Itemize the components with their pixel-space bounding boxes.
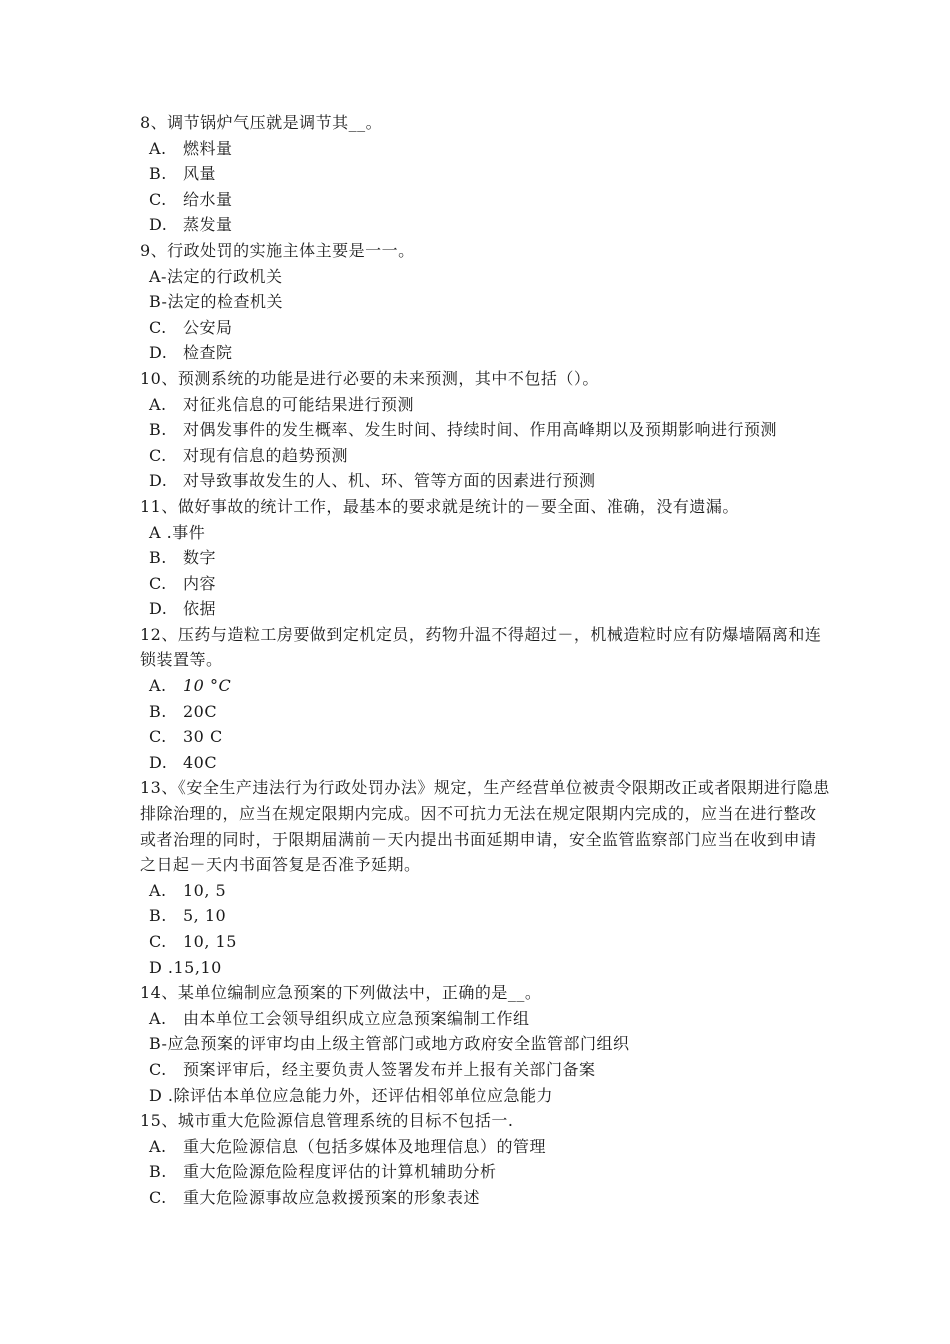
option-text: 重大危险源危险程度评估的计算机辅助分析 [183, 1162, 497, 1182]
option-letter: A- [149, 266, 167, 286]
question-15 [140, 1108, 830, 1210]
option-d [140, 955, 830, 981]
option-text: 检查院 [183, 343, 233, 363]
option-letter: D . [149, 1085, 174, 1105]
option-a [140, 673, 830, 699]
question-13 [140, 775, 830, 980]
option-letter: A. [149, 394, 167, 414]
option-letter: D. [149, 752, 168, 772]
option-letter: B. [149, 164, 167, 184]
option-b [140, 289, 830, 315]
option-letter: C. [149, 1187, 167, 1207]
question-text: 12、压药与造粒工房要做到定机定员，药物升温不得超过－，机械造粒时应有防爆墙隔离和连锁装置等。 [140, 624, 822, 670]
question-8 [140, 110, 830, 238]
option-text: 由本单位工会领导组织成立应急预案编制工作组 [183, 1008, 530, 1028]
option-text: 10 °C [183, 676, 232, 696]
option-text: 5, 10 [183, 906, 227, 926]
option-d [140, 750, 830, 776]
option-letter: B. [149, 701, 167, 721]
option-text: 40C [183, 752, 218, 772]
option-c [140, 1057, 830, 1083]
document-page [140, 110, 830, 1211]
option-letter: B. [149, 906, 167, 926]
option-letter: A. [149, 880, 167, 900]
option-text: 风量 [183, 164, 217, 184]
option-text: 对征兆信息的可能结果进行预测 [183, 394, 415, 414]
question-text: 9、行政处罚的实施主体主要是一一。 [140, 240, 415, 260]
question-10 [140, 366, 830, 494]
option-text: 依据 [183, 599, 217, 619]
option-letter: B. [149, 548, 167, 568]
option-b [140, 545, 830, 571]
option-letter: C. [149, 1059, 167, 1079]
option-letter: B- [149, 1034, 168, 1054]
option-text: 给水量 [183, 189, 233, 209]
option-a [140, 264, 830, 290]
option-letter: B. [149, 420, 167, 440]
option-a [140, 878, 830, 904]
option-letter: B. [149, 1162, 167, 1182]
option-letter: C. [149, 573, 167, 593]
option-text: 数字 [183, 548, 217, 568]
option-text: 燃料量 [183, 138, 233, 158]
option-letter: D. [149, 599, 168, 619]
option-letter: C. [149, 932, 167, 951]
option-b [140, 417, 830, 443]
option-text: 30 C [183, 727, 223, 747]
option-b [140, 699, 830, 725]
option-a [140, 136, 830, 162]
question-11 [140, 494, 830, 622]
option-letter: A. [149, 1136, 167, 1156]
option-d [140, 596, 830, 622]
option-text: 20C [183, 701, 218, 721]
option-d [140, 212, 830, 238]
option-c [140, 187, 830, 213]
option-text: 15,10 [173, 957, 222, 977]
option-c [140, 571, 830, 597]
option-text: 应急预案的评审均由上级主管部门或地方政府安全监管部门组织 [167, 1034, 630, 1054]
option-text: 10, 5 [183, 880, 227, 900]
option-text: 蒸发量 [183, 215, 233, 235]
option-a [140, 520, 830, 546]
option-b [140, 1159, 830, 1185]
option-letter: A . [149, 522, 173, 542]
option-d [140, 1083, 830, 1109]
option-b [140, 161, 830, 187]
option-letter: D . [149, 957, 174, 977]
question-text: 13、《安全生产违法行为行政处罚办法》规定，生产经营单位被责令限期改正或者限期进行隐患排除治理的，应当在规定限期内完成。因不可抗力无法在规定限期内完成的，应当在进行整改或者治理的同时，于限期届满前－天内提出书面延期申请，安全监管监察部门应当在收到申请之日起－天内书面答复是否准予延期。 [140, 778, 830, 875]
option-letter: A. [149, 138, 167, 158]
option-text: 内容 [183, 573, 217, 593]
option-text: 对偶发事件的发生概率、发生时间、持续时间、作用高峰期以及预期影响进行预测 [183, 420, 778, 440]
option-b [140, 1031, 830, 1057]
option-text: 事件 [172, 522, 206, 542]
option-letter: C. [149, 727, 167, 747]
option-d [140, 468, 830, 494]
option-letter: A. [149, 676, 167, 696]
option-text: 对导致事故发生的人、机、环、管等方面的因素进行预测 [183, 471, 596, 491]
option-letter: D. [149, 471, 168, 491]
option-letter: B- [149, 292, 168, 312]
option-letter: C. [149, 317, 167, 337]
option-letter: A. [149, 1008, 167, 1028]
option-a [140, 1006, 830, 1032]
option-c [140, 724, 830, 750]
question-text: 11、做好事故的统计工作，最基本的要求就是统计的－要全面、准确，没有遗漏。 [140, 496, 739, 516]
option-a [140, 392, 830, 418]
option-text: 除评估本单位应急能力外，还评估相邻单位应急能力 [173, 1085, 554, 1105]
option-a [140, 1134, 830, 1160]
option-d [140, 340, 830, 366]
question-9 [140, 238, 830, 366]
option-letter: C. [149, 445, 167, 465]
question-text: 15、城市重大危险源信息管理系统的目标不包括一. [140, 1111, 514, 1131]
option-text: 公安局 [183, 317, 233, 337]
question-text: 8、调节锅炉气压就是调节其__。 [140, 113, 383, 132]
option-letter: D. [149, 215, 168, 235]
option-c [140, 443, 830, 469]
option-text: 法定的检查机关 [167, 292, 283, 312]
question-text: 10、预测系统的功能是进行必要的未来预测，其中不包括（）。 [140, 368, 599, 388]
option-text: 10, 15 [183, 932, 237, 951]
option-c [140, 1185, 830, 1211]
option-text: 重大危险源事故应急救援预案的形象表述 [183, 1187, 481, 1207]
option-c [140, 929, 830, 955]
question-14 [140, 980, 830, 1108]
option-text: 重大危险源信息（包括多媒体及地理信息）的管理 [183, 1136, 547, 1156]
question-12 [140, 622, 830, 776]
question-text: 14、某单位编制应急预案的下列做法中，正确的是__。 [140, 983, 542, 1003]
option-text: 对现有信息的趋势预测 [183, 445, 349, 465]
option-letter: D. [149, 343, 168, 363]
option-letter: C. [149, 189, 167, 209]
option-text: 法定的行政机关 [166, 266, 283, 286]
option-b [140, 903, 830, 929]
option-c [140, 315, 830, 341]
option-text: 预案评审后，经主要负责人签署发布并上报有关部门备案 [183, 1059, 596, 1079]
